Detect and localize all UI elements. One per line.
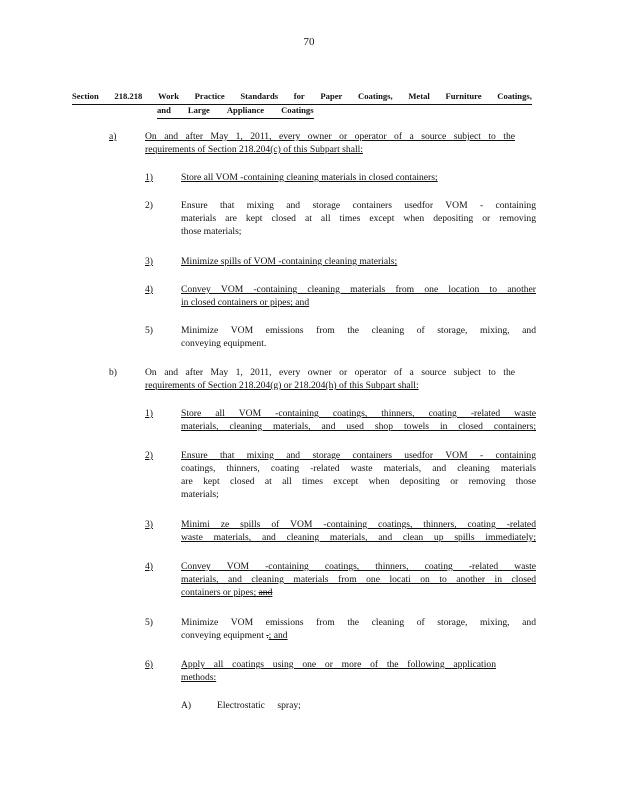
- item-marker: 5): [145, 325, 153, 336]
- item-marker: 6): [145, 659, 153, 670]
- heading-word: 218.218: [114, 91, 143, 101]
- struck-text: and: [258, 587, 273, 598]
- subsection-b-line-2: requirements of Section 218.204(g) or 218.204(h) of this Subpart shall:: [145, 380, 419, 391]
- inserted-text: ; and: [268, 630, 288, 641]
- heading-word: for: [293, 91, 305, 101]
- item-b6-line-2: methods:: [181, 672, 217, 683]
- item-b2-line-3: are kept closed at all times except when depositing or removing those: [181, 476, 536, 487]
- item-a3-line: Minimize spills of VOM -containing cleaning materials;: [181, 256, 398, 267]
- item-a2-line-3: those materials;: [181, 226, 242, 237]
- item-marker: 3): [145, 256, 153, 267]
- subsection-marker-a: a): [109, 131, 117, 142]
- item-b2-line-1: Ensure that mixing and storage containers usedfor VOM - containing: [181, 450, 536, 461]
- heading-word: Coatings: [281, 105, 314, 115]
- item-b4-line-3-text: containers or pipes;: [181, 587, 257, 598]
- item-b1-line-1: Store all VOM -containing coatings, thinners, coating -related waste: [181, 408, 536, 419]
- item-a4-line-1: Convey VOM -containing cleaning materials from one location to another: [181, 284, 536, 295]
- heading-word: Coatings,: [358, 91, 393, 101]
- item-b4-line-3: [181, 587, 272, 600]
- subsection-marker-b: b): [109, 367, 117, 378]
- heading-word: Standards: [240, 91, 279, 101]
- item-marker: 4): [145, 284, 153, 295]
- heading-word: Paper: [320, 91, 343, 101]
- subsection-a-line-2: requirements of Section 218.204(c) of this Subpart shall:: [145, 144, 363, 155]
- heading-word: Furniture: [445, 91, 482, 101]
- subsection-a-line-1: On and after May 1, 2011, every owner or operator of a source subject to the: [145, 131, 515, 142]
- heading-word: Large: [187, 105, 210, 115]
- item-b3-line-2: waste materials, and cleaning materials, and clean up spills immediately;: [181, 532, 536, 543]
- item-b4-line-2: materials, and cleaning materials from one locati on to another in closed: [181, 574, 536, 585]
- item-a5-line-1: Minimize VOM emissions from the cleaning of storage, mixing, and: [181, 325, 536, 336]
- item-marker: 4): [145, 561, 153, 572]
- item-marker: 3): [145, 519, 153, 530]
- heading-word: Section: [72, 91, 99, 101]
- item-a5-line-2: conveying equipment.: [181, 338, 267, 349]
- item-b5-line-2-text: conveying equipment: [181, 630, 264, 641]
- item-marker: 1): [145, 172, 153, 183]
- item-b6-line-1: Apply all coatings using one or more of the following application: [181, 659, 496, 670]
- item-b1-line-2: materials, cleaning materials, and used shop towels in closed containers;: [181, 421, 536, 432]
- item-marker: 2): [145, 200, 153, 211]
- item-a2-line-1: Ensure that mixing and storage containers usedfor VOM - containing: [181, 200, 536, 211]
- heading-word: Practice: [194, 91, 225, 101]
- page-number: 70: [303, 36, 315, 48]
- subitem-marker: A): [181, 700, 192, 711]
- heading-word: Appliance: [226, 105, 265, 115]
- item-b5-line-1: Minimize VOM emissions from the cleaning of storage, mixing, and: [181, 617, 536, 628]
- heading-line-1: [72, 90, 532, 105]
- heading-word: Work: [157, 91, 179, 101]
- item-a4-line-2: in closed containers or pipes; and: [181, 297, 310, 308]
- heading-word: and: [157, 105, 171, 115]
- item-b2-line-4: materials;: [181, 489, 219, 500]
- section-heading: [72, 90, 532, 115]
- item-a2-line-2: materials are kept closed at all times except when depositing or removing: [181, 213, 536, 224]
- item-b2-line-2: coatings, thinners, coating -related waste materials, and cleaning materials: [181, 463, 536, 474]
- item-b5-line-2: [181, 630, 288, 643]
- item-marker: 2): [145, 450, 153, 461]
- item-a1-line: Store all VOM -containing cleaning materials in closed containers;: [181, 172, 438, 183]
- struck-text: .: [266, 630, 269, 641]
- item-b3-line-1: Minimi ze spills of VOM -containing coatings, thinners, coating -related: [181, 519, 536, 530]
- heading-line-2: [157, 104, 314, 119]
- subsection-b-line-1: On and after May 1, 2011, every owner or operator of a source subject to the: [145, 367, 515, 378]
- item-b4-line-1: Convey VOM -containing coatings, thinners, coating -related waste: [181, 561, 536, 572]
- subitem-text: Electrostatic spray;: [217, 700, 301, 711]
- heading-word: Metal: [408, 91, 430, 101]
- item-marker: 1): [145, 408, 153, 419]
- heading-word: Coatings,: [497, 91, 532, 101]
- item-marker: 5): [145, 617, 153, 628]
